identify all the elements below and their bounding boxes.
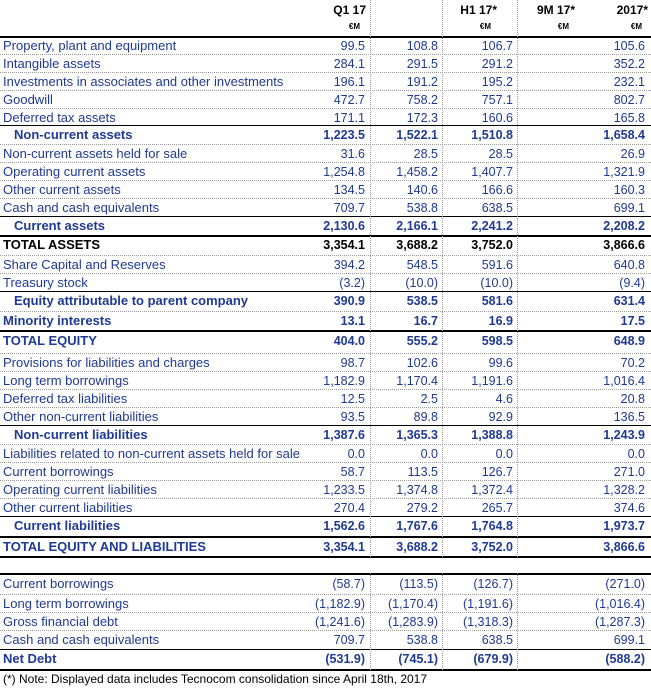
row-label: Property, plant and equipment bbox=[3, 38, 177, 53]
table-cell: 1,973.7 bbox=[603, 519, 645, 533]
table-cell: 758.2 bbox=[406, 93, 438, 107]
column-divider bbox=[370, 573, 371, 670]
table-row bbox=[0, 595, 651, 613]
row-label: TOTAL EQUITY AND LIABILITIES bbox=[3, 539, 206, 554]
row-label: Minority interests bbox=[3, 313, 112, 328]
table-cell: 548.5 bbox=[406, 258, 438, 272]
table-cell: 1,321.9 bbox=[603, 165, 645, 179]
row-divider bbox=[0, 235, 651, 237]
table-cell: 472.7 bbox=[333, 93, 365, 107]
table-cell: (531.9) bbox=[325, 652, 365, 666]
table-row bbox=[0, 199, 651, 217]
row-divider bbox=[0, 425, 651, 426]
table-cell: 108.8 bbox=[406, 39, 438, 53]
row-divider bbox=[0, 291, 651, 292]
table-cell: 99.5 bbox=[340, 39, 365, 53]
footnote: (*) Note: Displayed data includes Tecnocom consolidation since April 18th, 2017 bbox=[3, 672, 428, 686]
table-cell: 16.7 bbox=[413, 314, 438, 328]
column-header-2017 bbox=[580, 2, 648, 32]
table-cell: (1,182.9) bbox=[314, 597, 365, 611]
row-label: Long term borrowings bbox=[3, 373, 129, 388]
table-row bbox=[0, 372, 651, 390]
table-row bbox=[0, 236, 651, 254]
table-cell: 165.8 bbox=[613, 111, 645, 125]
table-cell: (10.0) bbox=[480, 276, 513, 290]
table-cell: 270.4 bbox=[333, 501, 365, 515]
row-label: Current borrowings bbox=[3, 464, 114, 479]
table-cell: 0.0 bbox=[420, 447, 438, 461]
table-cell: 1,374.8 bbox=[396, 483, 438, 497]
row-divider bbox=[0, 198, 651, 199]
table-row bbox=[0, 73, 651, 91]
table-cell: 1,387.6 bbox=[323, 428, 365, 442]
row-label: Non-current assets bbox=[14, 127, 133, 142]
table-cell: (1,318.3) bbox=[462, 615, 513, 629]
table-cell: 1,191.6 bbox=[471, 374, 513, 388]
table-cell: 31.6 bbox=[340, 147, 365, 161]
row-label: Current liabilities bbox=[14, 518, 121, 533]
table-row bbox=[0, 217, 651, 235]
table-cell: 271.0 bbox=[613, 465, 645, 479]
table-row bbox=[0, 354, 651, 372]
row-label: Cash and cash equivalents bbox=[3, 200, 160, 215]
table-cell: 709.7 bbox=[333, 633, 365, 647]
table-row bbox=[0, 390, 651, 408]
row-label: Operating current liabilities bbox=[3, 482, 157, 497]
table-cell: 2,130.6 bbox=[323, 219, 365, 233]
row-label: Current borrowings bbox=[3, 576, 114, 591]
row-divider bbox=[0, 630, 651, 631]
table-cell: 404.0 bbox=[333, 334, 365, 348]
table-cell: 352.2 bbox=[613, 57, 645, 71]
table-row bbox=[0, 91, 651, 109]
table-cell: 0.0 bbox=[347, 447, 365, 461]
table-cell: 2,208.2 bbox=[603, 219, 645, 233]
row-label: Other current assets bbox=[3, 182, 121, 197]
table-cell: (745.1) bbox=[398, 652, 438, 666]
table-row bbox=[0, 613, 651, 631]
row-divider bbox=[0, 480, 651, 481]
table-cell: 1,170.4 bbox=[396, 374, 438, 388]
table-cell: (58.7) bbox=[332, 577, 365, 591]
table-row bbox=[0, 312, 651, 330]
table-cell: 1,510.8 bbox=[471, 128, 513, 142]
row-divider bbox=[0, 516, 651, 517]
table-cell: 1,388.8 bbox=[471, 428, 513, 442]
table-cell: 26.9 bbox=[620, 147, 645, 161]
table-cell: 1,522.1 bbox=[396, 128, 438, 142]
table-cell: 105.6 bbox=[613, 39, 645, 53]
table-cell: 265.7 bbox=[481, 501, 513, 515]
table-cell: 12.5 bbox=[340, 392, 365, 406]
table-cell: 638.5 bbox=[481, 201, 513, 215]
table-cell: 699.1 bbox=[613, 201, 645, 215]
table-cell: (1,241.6) bbox=[314, 615, 365, 629]
table-cell: 93.5 bbox=[340, 410, 365, 424]
row-divider bbox=[0, 255, 651, 256]
table-cell: 58.7 bbox=[340, 465, 365, 479]
table-cell: 98.7 bbox=[340, 356, 365, 370]
table-cell: 291.2 bbox=[481, 57, 513, 71]
table-row bbox=[0, 650, 651, 668]
table-cell: 757.1 bbox=[481, 93, 513, 107]
table-cell: 802.7 bbox=[613, 93, 645, 107]
row-label: TOTAL ASSETS bbox=[3, 237, 101, 252]
table-cell: 166.6 bbox=[481, 183, 513, 197]
table-cell: (271.0) bbox=[605, 577, 645, 591]
table-cell: 3,752.0 bbox=[471, 238, 513, 252]
row-label: Liabilities related to non-current assets held for sale bbox=[3, 446, 300, 461]
table-cell: 3,354.1 bbox=[323, 238, 365, 252]
table-cell: 20.8 bbox=[620, 392, 645, 406]
table-cell: 171.1 bbox=[333, 111, 365, 125]
column-header-q1 bbox=[298, 2, 366, 32]
table-cell: 2,166.1 bbox=[396, 219, 438, 233]
column-unit: €M bbox=[479, 22, 491, 31]
column-divider bbox=[517, 573, 518, 670]
row-divider bbox=[0, 180, 651, 181]
table-row bbox=[0, 499, 651, 517]
table-cell: 1,658.4 bbox=[603, 128, 645, 142]
table-cell: 17.5 bbox=[620, 314, 645, 328]
table-cell: (9.4) bbox=[619, 276, 645, 290]
row-divider bbox=[0, 669, 651, 671]
row-divider bbox=[0, 462, 651, 463]
column-divider bbox=[442, 573, 443, 670]
table-cell: (1,016.4) bbox=[594, 597, 645, 611]
row-divider bbox=[0, 444, 651, 445]
table-cell: 581.6 bbox=[481, 294, 513, 308]
table-cell: 106.7 bbox=[481, 39, 513, 53]
table-cell: 591.6 bbox=[481, 258, 513, 272]
column-divider bbox=[517, 0, 518, 557]
row-divider bbox=[0, 594, 651, 595]
table-row bbox=[0, 426, 651, 444]
row-label: Investments in associates and other investments bbox=[3, 74, 284, 89]
row-divider bbox=[0, 311, 651, 312]
table-cell: 134.5 bbox=[333, 183, 365, 197]
row-divider bbox=[0, 407, 651, 408]
table-cell: 1,372.4 bbox=[471, 483, 513, 497]
table-cell: 28.5 bbox=[413, 147, 438, 161]
table-cell: 16.9 bbox=[488, 314, 513, 328]
table-cell: 1,562.6 bbox=[323, 519, 365, 533]
table-cell: 1,365.3 bbox=[396, 428, 438, 442]
table-cell: 126.7 bbox=[481, 465, 513, 479]
table-cell: 89.8 bbox=[413, 410, 438, 424]
table-cell: (1,191.6) bbox=[462, 597, 513, 611]
row-label: Non-current assets held for sale bbox=[3, 146, 188, 161]
row-divider bbox=[0, 216, 651, 217]
row-divider bbox=[0, 36, 651, 38]
table-cell: 640.8 bbox=[613, 258, 645, 272]
table-cell: 2.5 bbox=[420, 392, 438, 406]
table-cell: 191.2 bbox=[406, 75, 438, 89]
column-unit: €M bbox=[348, 22, 360, 31]
table-cell: 374.6 bbox=[613, 501, 645, 515]
table-cell: 70.2 bbox=[620, 356, 645, 370]
row-divider bbox=[0, 144, 651, 145]
row-label: Long term borrowings bbox=[3, 596, 129, 611]
table-cell: 102.6 bbox=[406, 356, 438, 370]
table-cell: 1,182.9 bbox=[323, 374, 365, 388]
table-cell: 4.6 bbox=[495, 392, 513, 406]
row-label: Equity attributable to parent company bbox=[14, 293, 249, 308]
table-row bbox=[0, 445, 651, 463]
column-unit: €M bbox=[630, 22, 642, 31]
table-cell: 172.3 bbox=[406, 111, 438, 125]
table-cell: (1,283.9) bbox=[387, 615, 438, 629]
table-row bbox=[0, 256, 651, 274]
row-divider bbox=[0, 389, 651, 390]
row-label: Non-current liabilities bbox=[14, 427, 148, 442]
table-cell: 1,254.8 bbox=[323, 165, 365, 179]
table-row bbox=[0, 126, 651, 144]
row-label: Deferred tax liabilities bbox=[3, 391, 128, 406]
table-cell: 28.5 bbox=[488, 147, 513, 161]
table-cell: (10.0) bbox=[405, 276, 438, 290]
row-divider bbox=[0, 273, 651, 274]
column-header-row bbox=[0, 0, 651, 36]
column-header-label: H1 17* bbox=[460, 3, 497, 17]
row-divider bbox=[0, 612, 651, 613]
table-cell: (126.7) bbox=[473, 577, 513, 591]
column-header-h1 bbox=[429, 2, 497, 32]
table-cell: (588.2) bbox=[605, 652, 645, 666]
table-cell: 555.2 bbox=[406, 334, 438, 348]
table-cell: 1,233.5 bbox=[323, 483, 365, 497]
column-header-label: 9M 17* bbox=[536, 3, 575, 17]
table-cell: 699.1 bbox=[613, 633, 645, 647]
table-cell: 1,458.2 bbox=[396, 165, 438, 179]
table-cell: 1,767.6 bbox=[396, 519, 438, 533]
table-cell: (1,287.3) bbox=[594, 615, 645, 629]
row-divider bbox=[0, 498, 651, 499]
row-divider bbox=[0, 54, 651, 55]
row-divider bbox=[0, 162, 651, 163]
table-cell: 232.1 bbox=[613, 75, 645, 89]
row-label: Other non-current liabilities bbox=[3, 409, 159, 424]
table-row bbox=[0, 37, 651, 55]
table-cell: 2,241.2 bbox=[471, 219, 513, 233]
table-row bbox=[0, 163, 651, 181]
table-row bbox=[0, 408, 651, 426]
table-cell: 538.5 bbox=[406, 294, 438, 308]
row-label: Share Capital and Reserves bbox=[3, 257, 166, 272]
table-cell: 195.2 bbox=[481, 75, 513, 89]
row-divider bbox=[0, 90, 651, 91]
row-label: Goodwill bbox=[3, 92, 53, 107]
table-row bbox=[0, 55, 651, 73]
table-cell: 279.2 bbox=[406, 501, 438, 515]
column-divider bbox=[370, 0, 371, 557]
table-cell: 390.9 bbox=[333, 294, 365, 308]
table-cell: 1,223.5 bbox=[323, 128, 365, 142]
row-divider bbox=[0, 371, 651, 372]
table-cell: 99.6 bbox=[488, 356, 513, 370]
row-label: Operating current assets bbox=[3, 164, 146, 179]
table-cell: 160.3 bbox=[613, 183, 645, 197]
row-label: TOTAL EQUITY bbox=[3, 333, 97, 348]
row-label: Provisions for liabilities and charges bbox=[3, 355, 210, 370]
table-cell: 598.5 bbox=[481, 334, 513, 348]
table-cell: 648.9 bbox=[613, 334, 645, 348]
table-cell: 0.0 bbox=[627, 447, 645, 461]
row-divider bbox=[0, 649, 651, 650]
row-label: Net Debt bbox=[3, 651, 57, 666]
table-cell: 136.5 bbox=[613, 410, 645, 424]
table-cell: 631.4 bbox=[613, 294, 645, 308]
row-label: Intangible assets bbox=[3, 56, 101, 71]
table-cell: (679.9) bbox=[473, 652, 513, 666]
row-label: Gross financial debt bbox=[3, 614, 118, 629]
table-row bbox=[0, 481, 651, 499]
table-cell: 3,688.2 bbox=[396, 540, 438, 554]
table-cell: 1,328.2 bbox=[603, 483, 645, 497]
column-unit: €M bbox=[557, 22, 569, 31]
table-cell: 284.1 bbox=[333, 57, 365, 71]
row-divider bbox=[0, 536, 651, 538]
table-cell: 0.0 bbox=[495, 447, 513, 461]
table-cell: 291.5 bbox=[406, 57, 438, 71]
table-cell: 394.2 bbox=[333, 258, 365, 272]
table-row bbox=[0, 274, 651, 292]
table-cell: 709.7 bbox=[333, 201, 365, 215]
table-row bbox=[0, 292, 651, 310]
table-cell: 538.8 bbox=[406, 201, 438, 215]
row-divider bbox=[0, 330, 651, 332]
table-cell: 1,407.7 bbox=[471, 165, 513, 179]
row-divider bbox=[0, 108, 651, 109]
table-cell: (3.2) bbox=[339, 276, 365, 290]
table-cell: 3,866.6 bbox=[603, 540, 645, 554]
table-row bbox=[0, 332, 651, 350]
table-cell: 538.8 bbox=[406, 633, 438, 647]
table-row bbox=[0, 463, 651, 481]
table-cell: (1,170.4) bbox=[387, 597, 438, 611]
row-label: Treasury stock bbox=[3, 275, 88, 290]
column-header-label: Q1 17 bbox=[333, 3, 366, 17]
table-cell: 13.1 bbox=[340, 314, 365, 328]
table-cell: 638.5 bbox=[481, 633, 513, 647]
row-divider bbox=[0, 125, 651, 126]
row-divider bbox=[0, 72, 651, 73]
table-cell: (113.5) bbox=[399, 577, 438, 591]
row-label: Other current liabilities bbox=[3, 500, 133, 515]
table-cell: 1,243.9 bbox=[603, 428, 645, 442]
row-divider bbox=[0, 353, 651, 354]
table-cell: 196.1 bbox=[333, 75, 365, 89]
table-cell: 3,752.0 bbox=[471, 540, 513, 554]
table-row bbox=[0, 575, 651, 593]
table-row bbox=[0, 538, 651, 556]
table-cell: 3,866.6 bbox=[603, 238, 645, 252]
row-label: Deferred tax assets bbox=[3, 110, 116, 125]
table-cell: 113.5 bbox=[407, 465, 438, 479]
row-divider bbox=[0, 556, 651, 558]
column-header-label: 2017* bbox=[616, 3, 648, 17]
row-label: Cash and cash equivalents bbox=[3, 632, 160, 647]
table-row bbox=[0, 631, 651, 649]
table-row bbox=[0, 517, 651, 535]
table-cell: 3,354.1 bbox=[323, 540, 365, 554]
table-cell: 1,016.4 bbox=[603, 374, 645, 388]
row-label: Current assets bbox=[14, 218, 106, 233]
table-cell: 92.9 bbox=[488, 410, 513, 424]
table-cell: 140.6 bbox=[406, 183, 438, 197]
column-divider bbox=[442, 0, 443, 557]
table-row bbox=[0, 181, 651, 199]
row-divider bbox=[0, 573, 651, 575]
table-cell: 1,764.8 bbox=[471, 519, 513, 533]
table-cell: 160.6 bbox=[481, 111, 513, 125]
table-cell: 3,688.2 bbox=[396, 238, 438, 252]
table-row bbox=[0, 145, 651, 163]
